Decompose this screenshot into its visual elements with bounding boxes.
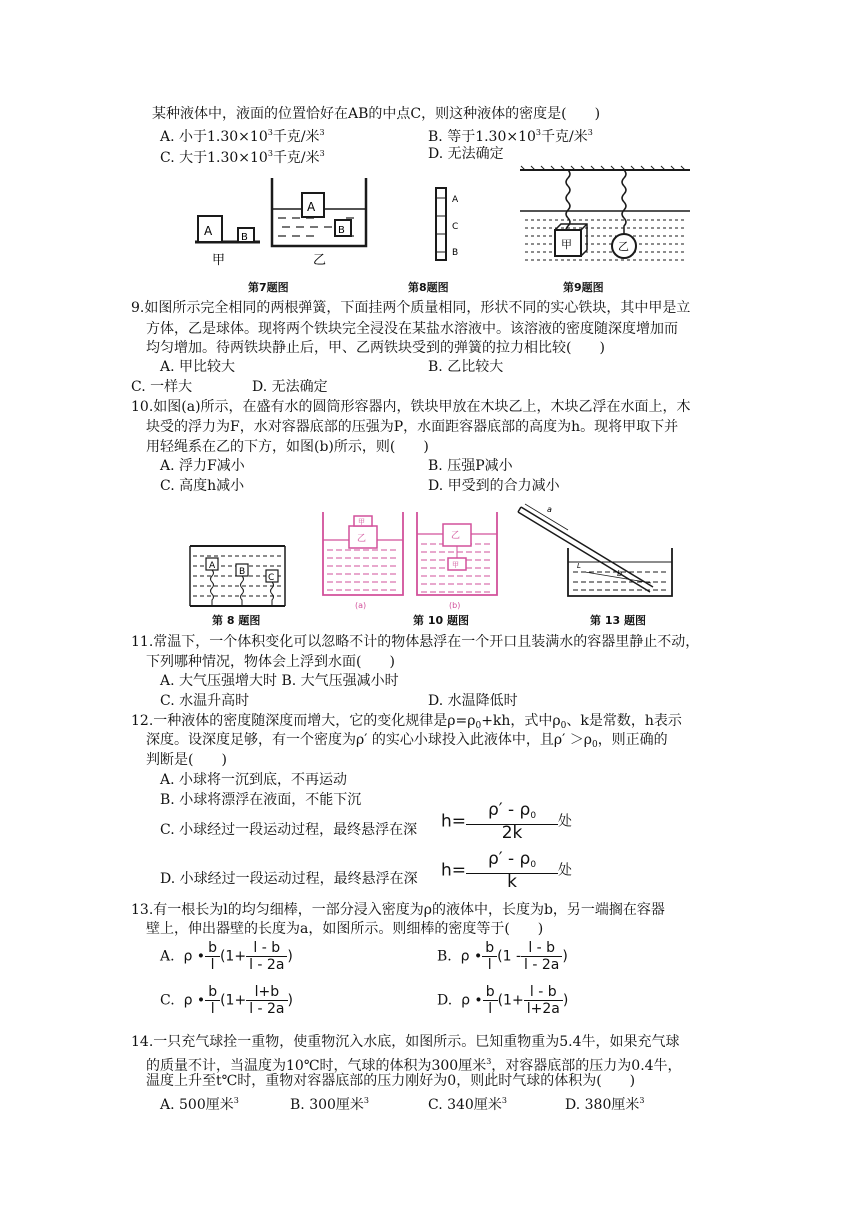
caption-fig13: 第 13 题图 bbox=[590, 614, 646, 627]
q9-option-a: A. 甲比较大 bbox=[160, 359, 236, 375]
caption-fig10: 第 10 题图 bbox=[413, 614, 469, 627]
q14-line2: 的质量不计，当温度为10℃时，气球的体积为300厘米$^3$，对容器底部的压力为0.4牛， bbox=[146, 1057, 682, 1074]
q10-line2: 块受的浮力为F，水对容器底部的压强为P，水面距容器底部的高度为h。现将甲取下并 bbox=[146, 419, 679, 435]
q9-option-b: B. 乙比较大 bbox=[428, 359, 504, 375]
q11-option-c: C. 水温升高时 bbox=[160, 693, 250, 709]
label-b: (b) bbox=[449, 601, 461, 610]
q14-line3: 温度上升至t℃时，重物对容器底部的压力刚好为0，则此时气球的体积为( ) bbox=[146, 1073, 636, 1089]
q12-option-a: A. 小球将一沉到底，不再运动 bbox=[160, 772, 348, 788]
yi-ball-label: 乙 bbox=[618, 240, 629, 253]
svg-text:C: C bbox=[268, 573, 275, 583]
jia-box-label: 甲 bbox=[561, 238, 572, 251]
q8-option-a: A. 小于$1.30\times 10^3$千克/米$^3$ bbox=[160, 128, 325, 145]
jia-label: 甲 bbox=[212, 253, 226, 268]
q14-option-d: D. 380厘米$^3$ bbox=[565, 1096, 645, 1113]
q9-option-c: C. 一样大 bbox=[131, 379, 193, 395]
svg-text:A: A bbox=[307, 200, 316, 214]
q13-line2: 壁上，伸出器壁的长度为a，如图所示。则细棒的密度等于( ) bbox=[146, 921, 544, 937]
q13-option-a: A. ρ • $\frac{b}{l}$ (1+ $\frac{l - b}{l - 2a}$ ) bbox=[160, 940, 293, 973]
svg-text:B: B bbox=[338, 225, 345, 236]
q13-option-d: D. ρ • $\frac{b}{l}$ (1+ $\frac{l - b}{l+2a}$ ) bbox=[437, 984, 569, 1017]
q12-line1: 12.一种液体的密度随深度而增大，它的变化规律是$\rho=\rho_0+kh$，式中$\rho_0$、k是常数，h表示 bbox=[131, 713, 682, 731]
q8-option-c: C. 大于$1.30\times 10^3$千克/米$^3$ bbox=[160, 149, 325, 166]
svg-text:甲: 甲 bbox=[358, 518, 365, 526]
q12-option-c: C. 小球经过一段运动过程，最终悬浮在深 bbox=[160, 822, 418, 838]
block-b-label: B bbox=[241, 232, 248, 243]
q11-option-ab: A. 大气压强增大时 B. 大气压强减小时 bbox=[160, 673, 399, 689]
caption-fig8b: 第 8 题图 bbox=[212, 614, 261, 627]
q14-option-a: A. 500厘米$^3$ bbox=[160, 1096, 239, 1113]
q8-option-b: B. 等于$1.30\times 10^3$千克/米$^3$ bbox=[428, 128, 593, 145]
svg-text:A: A bbox=[452, 195, 459, 205]
q12-line2: 深度。设深度足够，有一个密度为ρ′ 的实心小球投入此液体中，且$\rho' >\rho_0$，则正确的 bbox=[146, 732, 668, 750]
q14-line1: 14.一只充气球拴一重物，使重物沉入水底，如图所示。巳知重物重为5.4牛，如果充气球 bbox=[131, 1034, 680, 1050]
q10-option-b: B. 压强P减小 bbox=[428, 458, 513, 474]
q11-line1: 11.常温下，一个体积变化可以忽略不计的物体悬浮在一个开口且装满水的容器里静止不动， bbox=[131, 634, 700, 650]
svg-text:甲: 甲 bbox=[452, 561, 459, 569]
q8-option-d: D. 无法确定 bbox=[428, 146, 504, 162]
q9-line1: 9.如图所示完全相同的两根弹簧，下面挂两个质量相同，形状不同的实心铁块，其中甲是立 bbox=[131, 300, 691, 316]
q9-line2: 方体，乙是球体。现将两个铁块完全浸没在某盐水溶液中。该溶液的密度随深度增加而 bbox=[146, 321, 678, 337]
q11-line2: 下列哪种情况，物体会上浮到水面( ) bbox=[146, 654, 395, 670]
q13-option-c: C. ρ • $\frac{b}{l}$ (1+ $\frac{l+b}{l - 2a}$ ) bbox=[160, 984, 293, 1017]
svg-text:乙: 乙 bbox=[451, 531, 461, 541]
q13-line1: 13.有一根长为l的均匀细棒，一部分浸入密度为ρ的液体中，长度为b，另一端搁在容器 bbox=[131, 902, 665, 918]
caption-fig9: 第9题图 bbox=[563, 281, 604, 294]
svg-text:乙: 乙 bbox=[357, 534, 367, 544]
q14-option-c: C. 340厘米$^3$ bbox=[428, 1096, 507, 1113]
figure-row-2 bbox=[185, 500, 685, 610]
q10-line3: 用轻绳系在乙的下方，如图(b)所示，则( ) bbox=[146, 439, 429, 455]
svg-text:b: b bbox=[617, 569, 623, 578]
svg-text:B: B bbox=[239, 567, 246, 577]
q11-option-d: D. 水温降低时 bbox=[428, 693, 518, 709]
q12-option-d: D. 小球经过一段运动过程，最终悬浮在深 bbox=[160, 871, 418, 887]
q8-line1: 某种液体中，液面的位置恰好在AB的中点C，则这种液体的密度是( ) bbox=[152, 106, 601, 122]
svg-text:a: a bbox=[547, 505, 552, 514]
q12-line3: 判断是( ) bbox=[146, 752, 227, 768]
q10-option-c: C. 高度h减小 bbox=[160, 478, 245, 494]
figure-row-1 bbox=[180, 164, 700, 276]
block-a-label: A bbox=[204, 224, 213, 238]
caption-fig8: 第8题图 bbox=[408, 281, 449, 294]
q12-option-b: B. 小球将漂浮在液面，不能下沉 bbox=[160, 792, 362, 808]
q10-line1: 10.如图(a)所示，在盛有水的圆筒形容器内，铁块甲放在木块乙上，木块乙浮在水面上，木 bbox=[131, 399, 691, 415]
q9-line3: 均匀增加。待两铁块静止后，甲、乙两铁块受到的弹簧的拉力相比较( ) bbox=[146, 340, 605, 356]
q10-option-a: A. 浮力F减小 bbox=[160, 458, 245, 474]
q12-formula-d: h= $\frac{\rho' - \rho_0}{k}$ 处 bbox=[441, 849, 573, 892]
q13-option-b: B. ρ • $\frac{b}{l}$ (1 - $\frac{l - b}{l - 2a}$ ) bbox=[437, 940, 568, 973]
svg-text:L: L bbox=[577, 562, 581, 570]
svg-text:B: B bbox=[452, 248, 459, 258]
svg-text:A: A bbox=[209, 561, 216, 571]
svg-text:C: C bbox=[452, 222, 459, 232]
q9-option-d: D. 无法确定 bbox=[252, 379, 328, 395]
caption-fig7: 第7题图 bbox=[248, 281, 289, 294]
q14-option-b: B. 300厘米$^3$ bbox=[290, 1096, 370, 1113]
yi-label: 乙 bbox=[313, 253, 327, 268]
label-a: (a) bbox=[355, 601, 367, 610]
q12-formula-c: h= $\frac{\rho' - \rho_0}{2k}$ 处 bbox=[441, 800, 573, 843]
q10-option-d: D. 甲受到的合力减小 bbox=[428, 478, 560, 494]
